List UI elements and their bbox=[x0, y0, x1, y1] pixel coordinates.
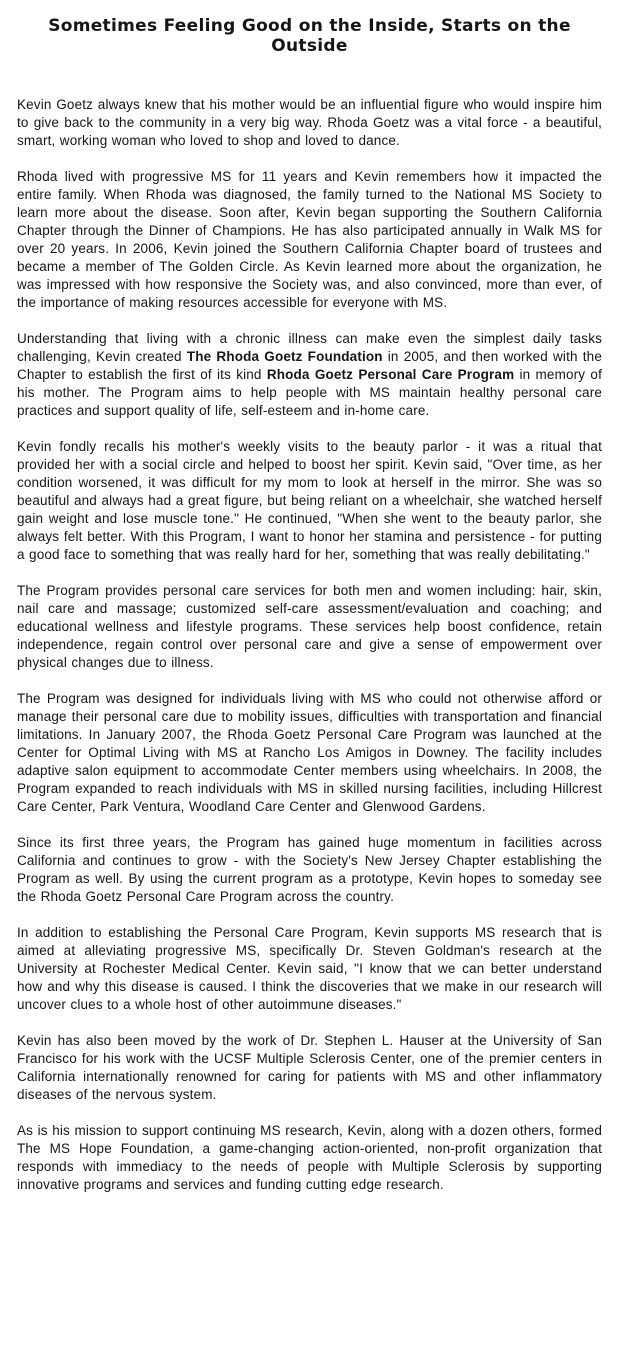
text-run: As is his mission to support continuing MS research, Kevin, along with a dozen others, formed The MS Hope Foundation, a game-changing action-oriented, non-profit organization that responds with immediacy to the needs of people with Multiple Sclerosis by supporting innovative programs and services and funding cutting edge research. bbox=[17, 1123, 602, 1192]
article-body bbox=[17, 96, 602, 1194]
page-title: Sometimes Feeling Good on the Inside, Starts on the Outside bbox=[48, 16, 571, 56]
text-run: In addition to establishing the Personal Care Program, Kevin supports MS research that is aimed at alleviating progressive MS, specifically Dr. Steven Goldman's research at the University at Rochester Medical Center. Kevin said, "I know that we can better understand how and why this disease is caused. I think the discoveries that we make in our research will uncover clues to a whole host of other autoimmune diseases." bbox=[17, 925, 602, 1012]
text-run: in 2005, and then worked with the Chapter to establish the first of its kind bbox=[17, 349, 602, 382]
paragraph bbox=[17, 438, 602, 564]
bold-text-run: Rhoda Goetz Personal Care Program bbox=[266, 367, 515, 382]
text-run: Rhoda lived with progressive MS for 11 years and Kevin remembers how it impacted the entire family. When Rhoda was diagnosed, the family turned to the National MS Society to learn more about the disease. Soon after, Kevin began supporting the Southern California Chapter through the Dinner of Champions. He has also participated annually in Walk MS for over 20 years. In 2006, Kevin joined the Southern California Chapter board of trustees and became a member of The Golden Circle. As Kevin learned more about the organization, he was impressed with how responsive the Society was, and also convinced, more than ever, of the importance of making resources accessible for everyone with MS. bbox=[17, 169, 602, 310]
text-run: Since its first three years, the Program has gained huge momentum in facilities across California and continues to grow - with the Society's New Jersey Chapter establishing the Program as well. By using the current program as a prototype, Kevin hopes to someday see the Rhoda Goetz Personal Care Program across the country. bbox=[17, 835, 602, 904]
paragraph bbox=[17, 96, 602, 150]
text-run: Understanding that living with a chronic illness can make even the simplest daily tasks challenging, Kevin created bbox=[17, 331, 602, 364]
paragraph bbox=[17, 1032, 602, 1104]
text-run: The Program provides personal care services for both men and women including: hair, skin, nail care and massage; customized self-care assessment/evaluation and coaching; and educational wellness and lifestyle programs. These services help boost confidence, retain independence, regain control over personal care and give a sense of empowerment over physical changes due to illness. bbox=[17, 583, 602, 670]
paragraph bbox=[17, 582, 602, 672]
text-run: in memory of his mother. The Program aims to help people with MS maintain healthy personal care practices and support quality of life, self-esteem and in-home care. bbox=[17, 367, 602, 418]
text-run: Kevin has also been moved by the work of Dr. Stephen L. Hauser at the University of San Francisco for his work with the UCSF Multiple Sclerosis Center, one of the premier centers in California internationally renowned for caring for patients with MS and other inflammatory diseases of the nervous system. bbox=[17, 1033, 602, 1102]
paragraph bbox=[17, 1122, 602, 1194]
paragraph bbox=[17, 168, 602, 312]
text-run: Kevin Goetz always knew that his mother would be an influential figure who would inspire him to give back to the community in a very big way. Rhoda Goetz was a vital force - a beautiful, smart, working woman who loved to shop and loved to dance. bbox=[17, 97, 602, 148]
paragraph bbox=[17, 330, 602, 420]
text-run: The Program was designed for individuals living with MS who could not otherwise afford or manage their personal care due to mobility issues, difficulties with transportation and financial limitations. In January 2007, the Rhoda Goetz Personal Care Program was launched at the Center for Optimal Living with MS at Rancho Los Amigos in Downey. The facility includes adaptive salon equipment to accommodate Center members using wheelchairs. In 2008, the Program expanded to reach individuals with MS in skilled nursing facilities, including Hillcrest Care Center, Park Ventura, Woodland Care Center and Glenwood Gardens. bbox=[17, 691, 602, 814]
paragraph bbox=[17, 924, 602, 1014]
paragraph bbox=[17, 834, 602, 906]
paragraph bbox=[17, 690, 602, 816]
bold-text-run: The Rhoda Goetz Foundation bbox=[186, 349, 383, 364]
text-run: Kevin fondly recalls his mother's weekly visits to the beauty parlor - it was a ritual that provided her with a social circle and helped to boost her spirit. Kevin said, "Over time, as her condition worsened, it was difficult for my mom to look at herself in the mirror. She was so beautiful and always had a great figure, but being reliant on a wheelchair, she watched herself gain weight and lose muscle tone." He continued, "When she went to the beauty parlor, she always felt better. With this Program, I want to honor her stamina and persistence - for putting a good face to something that was really hard for her, something that was really debilitating." bbox=[17, 439, 602, 562]
